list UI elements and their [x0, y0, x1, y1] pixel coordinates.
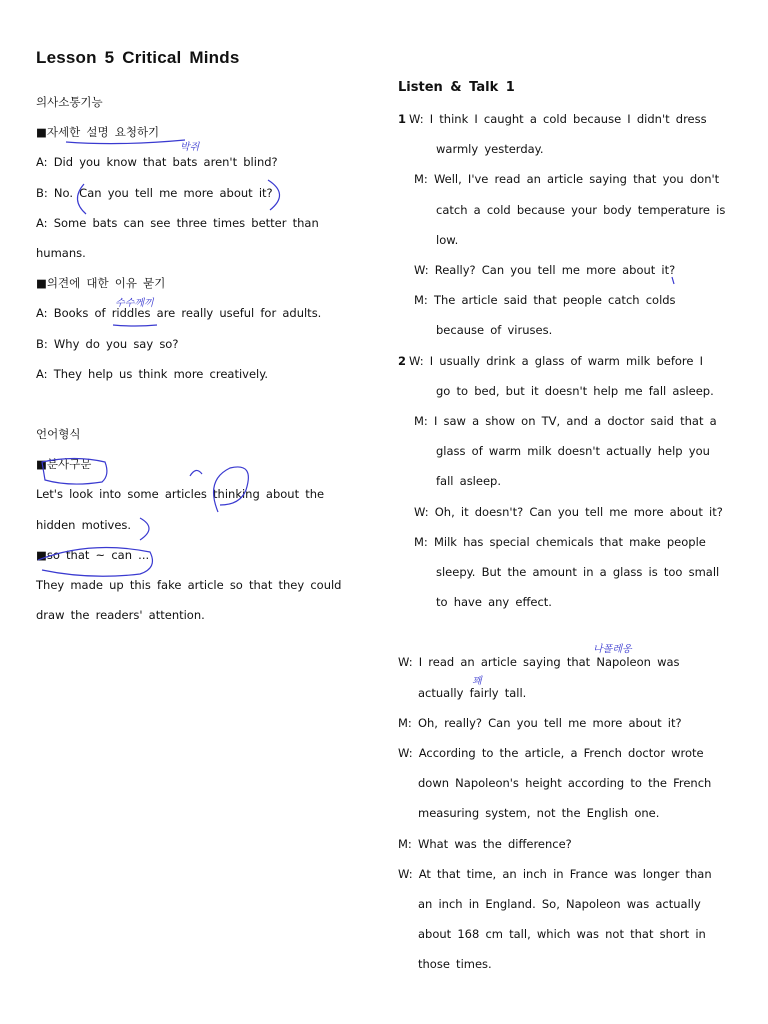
dialog-3-line: W: At that time, an inch in France was longer than	[398, 866, 712, 881]
dialog-line: A: Books of riddles are really useful for adults.	[36, 306, 322, 321]
left-column	[36, 87, 346, 630]
subheading-request-explanation: ■자세한 설명 요청하기	[36, 125, 160, 140]
dialog-3-line: M: What was the difference?	[398, 836, 572, 851]
dialog-1-line: because of viruses.	[436, 323, 553, 338]
dialog-3-line: actually fairly tall.	[418, 685, 527, 700]
subheading-participle: ■분사구문	[36, 457, 92, 472]
grammar-example-line: Let's look into some articles thinking about the	[36, 487, 325, 502]
dialog-2-line: fall asleep.	[436, 474, 501, 489]
section-heading-communication: 의사소통기능	[36, 95, 103, 109]
dialog-3-line: about 168 cm tall, which was not that short in	[418, 927, 706, 942]
dialog-line: B: No. Can you tell me more about it?	[36, 185, 273, 200]
dialog-3-line: down Napoleon's height according to the French	[418, 776, 712, 791]
handwritten-note-bats: 박쥐	[180, 142, 200, 153]
dialog-1-line: catch a cold because your body temperature is	[436, 202, 726, 217]
dialog-1-line: W: Really? Can you tell me more about it?	[414, 263, 676, 278]
dialog-line: A: They help us think more creatively.	[36, 366, 269, 381]
dialog-2-line: W: Oh, it doesn't? Can you tell me more about it?	[414, 504, 723, 519]
dialog-2-line: to have any effect.	[436, 595, 552, 610]
dialog-3-line: W: According to the article, a French doctor wrote	[398, 746, 704, 761]
dialog-3-line: those times.	[418, 957, 492, 972]
dialog-line: A: Did you know that bats aren't blind?	[36, 155, 278, 170]
dialog-2-line: go to bed, but it doesn't help me fall asleep.	[436, 383, 714, 398]
dialog-number: 2	[398, 353, 407, 368]
listen-talk-heading: Listen & Talk 1	[398, 80, 515, 95]
dialog-3-line: measuring system, not the English one.	[418, 806, 660, 821]
section-heading-grammar: 언어형식	[36, 427, 81, 442]
dialog-2-line: 2 W: I usually drink a glass of warm milk before I	[398, 353, 704, 368]
dialog-3-line: W: I read an article saying that Napoleon was	[398, 655, 680, 670]
dialog-line: B: Why do you say so?	[36, 336, 179, 351]
grammar-example-line: draw the readers' attention.	[36, 608, 205, 623]
dialog-2-line: M: I saw a show on TV, and a doctor said that a	[414, 414, 717, 429]
dialog-2-line: glass of warm milk doesn't actually help you	[436, 444, 710, 459]
dialog-1-line: M: The article said that people catch colds	[414, 293, 676, 308]
dialog-number: 1	[398, 112, 407, 126]
page-title: Lesson 5 Critical Minds	[36, 48, 240, 67]
subheading-so-that: ■so that ~ can ...	[36, 547, 150, 562]
handwritten-note-riddles: 수수께끼	[115, 298, 154, 309]
dialog-1-line: warmly yesterday.	[436, 142, 544, 157]
right-column	[398, 72, 738, 980]
dialog-2-line: sleepy. But the amount in a glass is too small	[436, 565, 720, 580]
dialog-line: A: Some bats can see three times better than	[36, 215, 319, 230]
dialog-1-line: low.	[436, 232, 459, 247]
dialog-line: humans.	[36, 246, 86, 261]
dialog-1-line: 1 W: I think I caught a cold because I didn't dress	[398, 112, 707, 126]
handwritten-note-fairly: 꽤	[472, 676, 482, 687]
dialog-3-line: an inch in England. So, Napoleon was actually	[418, 897, 701, 912]
handwritten-note-napoleon: 나폴레옹	[593, 644, 632, 655]
grammar-example-line: hidden motives.	[36, 517, 132, 532]
grammar-example-line: They made up this fake article so that they could	[36, 578, 342, 593]
subheading-ask-reason: ■의견에 대한 이유 묻기	[36, 276, 166, 291]
dialog-1-line: M: Well, I've read an article saying that you don't	[414, 172, 720, 187]
dialog-3-line: M: Oh, really? Can you tell me more about it?	[398, 715, 682, 730]
dialog-2-line: M: Milk has special chemicals that make people	[414, 534, 706, 549]
